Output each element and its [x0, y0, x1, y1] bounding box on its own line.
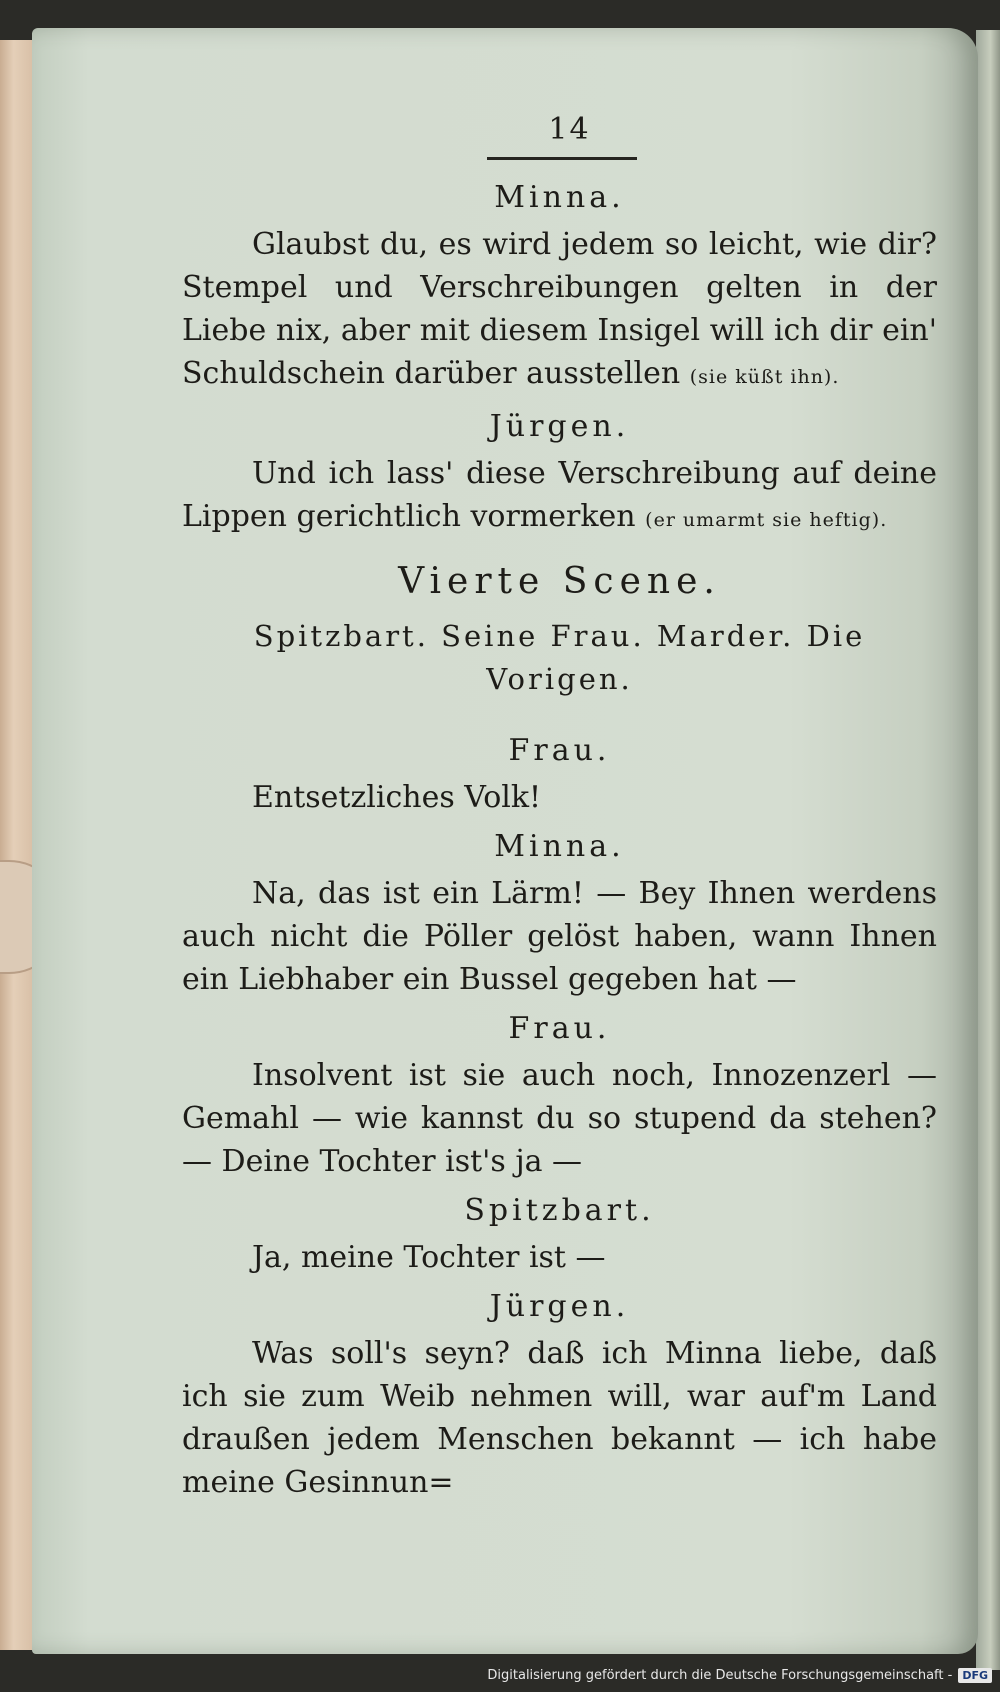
dialogue-paragraph	[182, 1236, 937, 1279]
dialogue-paragraph	[182, 1054, 937, 1183]
page-number: 14	[548, 112, 591, 147]
dialogue-paragraph	[182, 776, 937, 819]
book-edge-right	[976, 30, 1000, 1670]
speaker-name: Spitzbart.	[464, 1193, 655, 1228]
digitization-footer	[487, 1662, 992, 1688]
dialogue-text: Was soll's seyn? daß ich Minna liebe, daß ich sie zum Weib nehmen will, war auf'm Land draußen jedem Menschen bekannt — ich habe meine Gesinnun=	[182, 1336, 937, 1500]
speaker-name: Frau.	[508, 733, 611, 768]
stage-direction: (er umarmt sie heftig).	[645, 509, 888, 531]
dialogue-text: Insolvent ist sie auch noch, Innozenzerl — Gemahl — wie kannst du so stupend da stehen? — Deine Tochter ist's ja —	[182, 1058, 937, 1179]
speaker-name: Jürgen.	[489, 1289, 630, 1324]
dialogue-text: Na, das ist ein Lärm! — Bey Ihnen werdens auch nicht die Pöller gelöst haben, wann Ihnen ein Liebhaber ein Bussel gegeben hat —	[182, 876, 937, 997]
dfg-logo-icon: DFG	[958, 1668, 992, 1683]
cast-list: Spitzbart. Seine Frau. Marder. Die Vorigen.	[253, 619, 866, 696]
header-rule	[487, 157, 637, 160]
dialogue-paragraph	[182, 452, 937, 542]
speaker-name: Minna.	[494, 180, 625, 215]
dialogue-text: Und ich lass' diese Verschreibung auf deine Lippen gerichtlich vormerken	[182, 456, 937, 534]
speaker-name: Jürgen.	[489, 409, 630, 444]
text-blocks	[182, 176, 937, 1504]
dialogue-text: Entsetzliches Volk!	[252, 780, 542, 815]
dialogue-paragraph	[182, 872, 937, 1001]
book-page	[32, 28, 978, 1654]
book-edge-left	[0, 40, 34, 1650]
speaker-name: Frau.	[508, 1011, 611, 1046]
dialogue-text: Glaubst du, es wird jedem so leicht, wie dir? Stempel und Verschreibungen gelten in der Liebe nix, aber mit diesem Insigel will ich dir ein' Schuldschein darüber ausstellen	[182, 227, 937, 391]
page-text	[182, 108, 937, 1504]
speaker-name: Minna.	[494, 829, 625, 864]
stage-direction: (sie küßt ihn).	[689, 366, 840, 388]
dialogue-text: Ja, meine Tochter ist —	[252, 1240, 606, 1275]
dialogue-paragraph	[182, 223, 937, 399]
scene-title: Vierte Scene.	[398, 561, 721, 602]
footer-credit: Digitalisierung gefördert durch die Deutsche Forschungsgemeinschaft -	[487, 1667, 953, 1683]
dialogue-paragraph	[182, 1332, 937, 1504]
